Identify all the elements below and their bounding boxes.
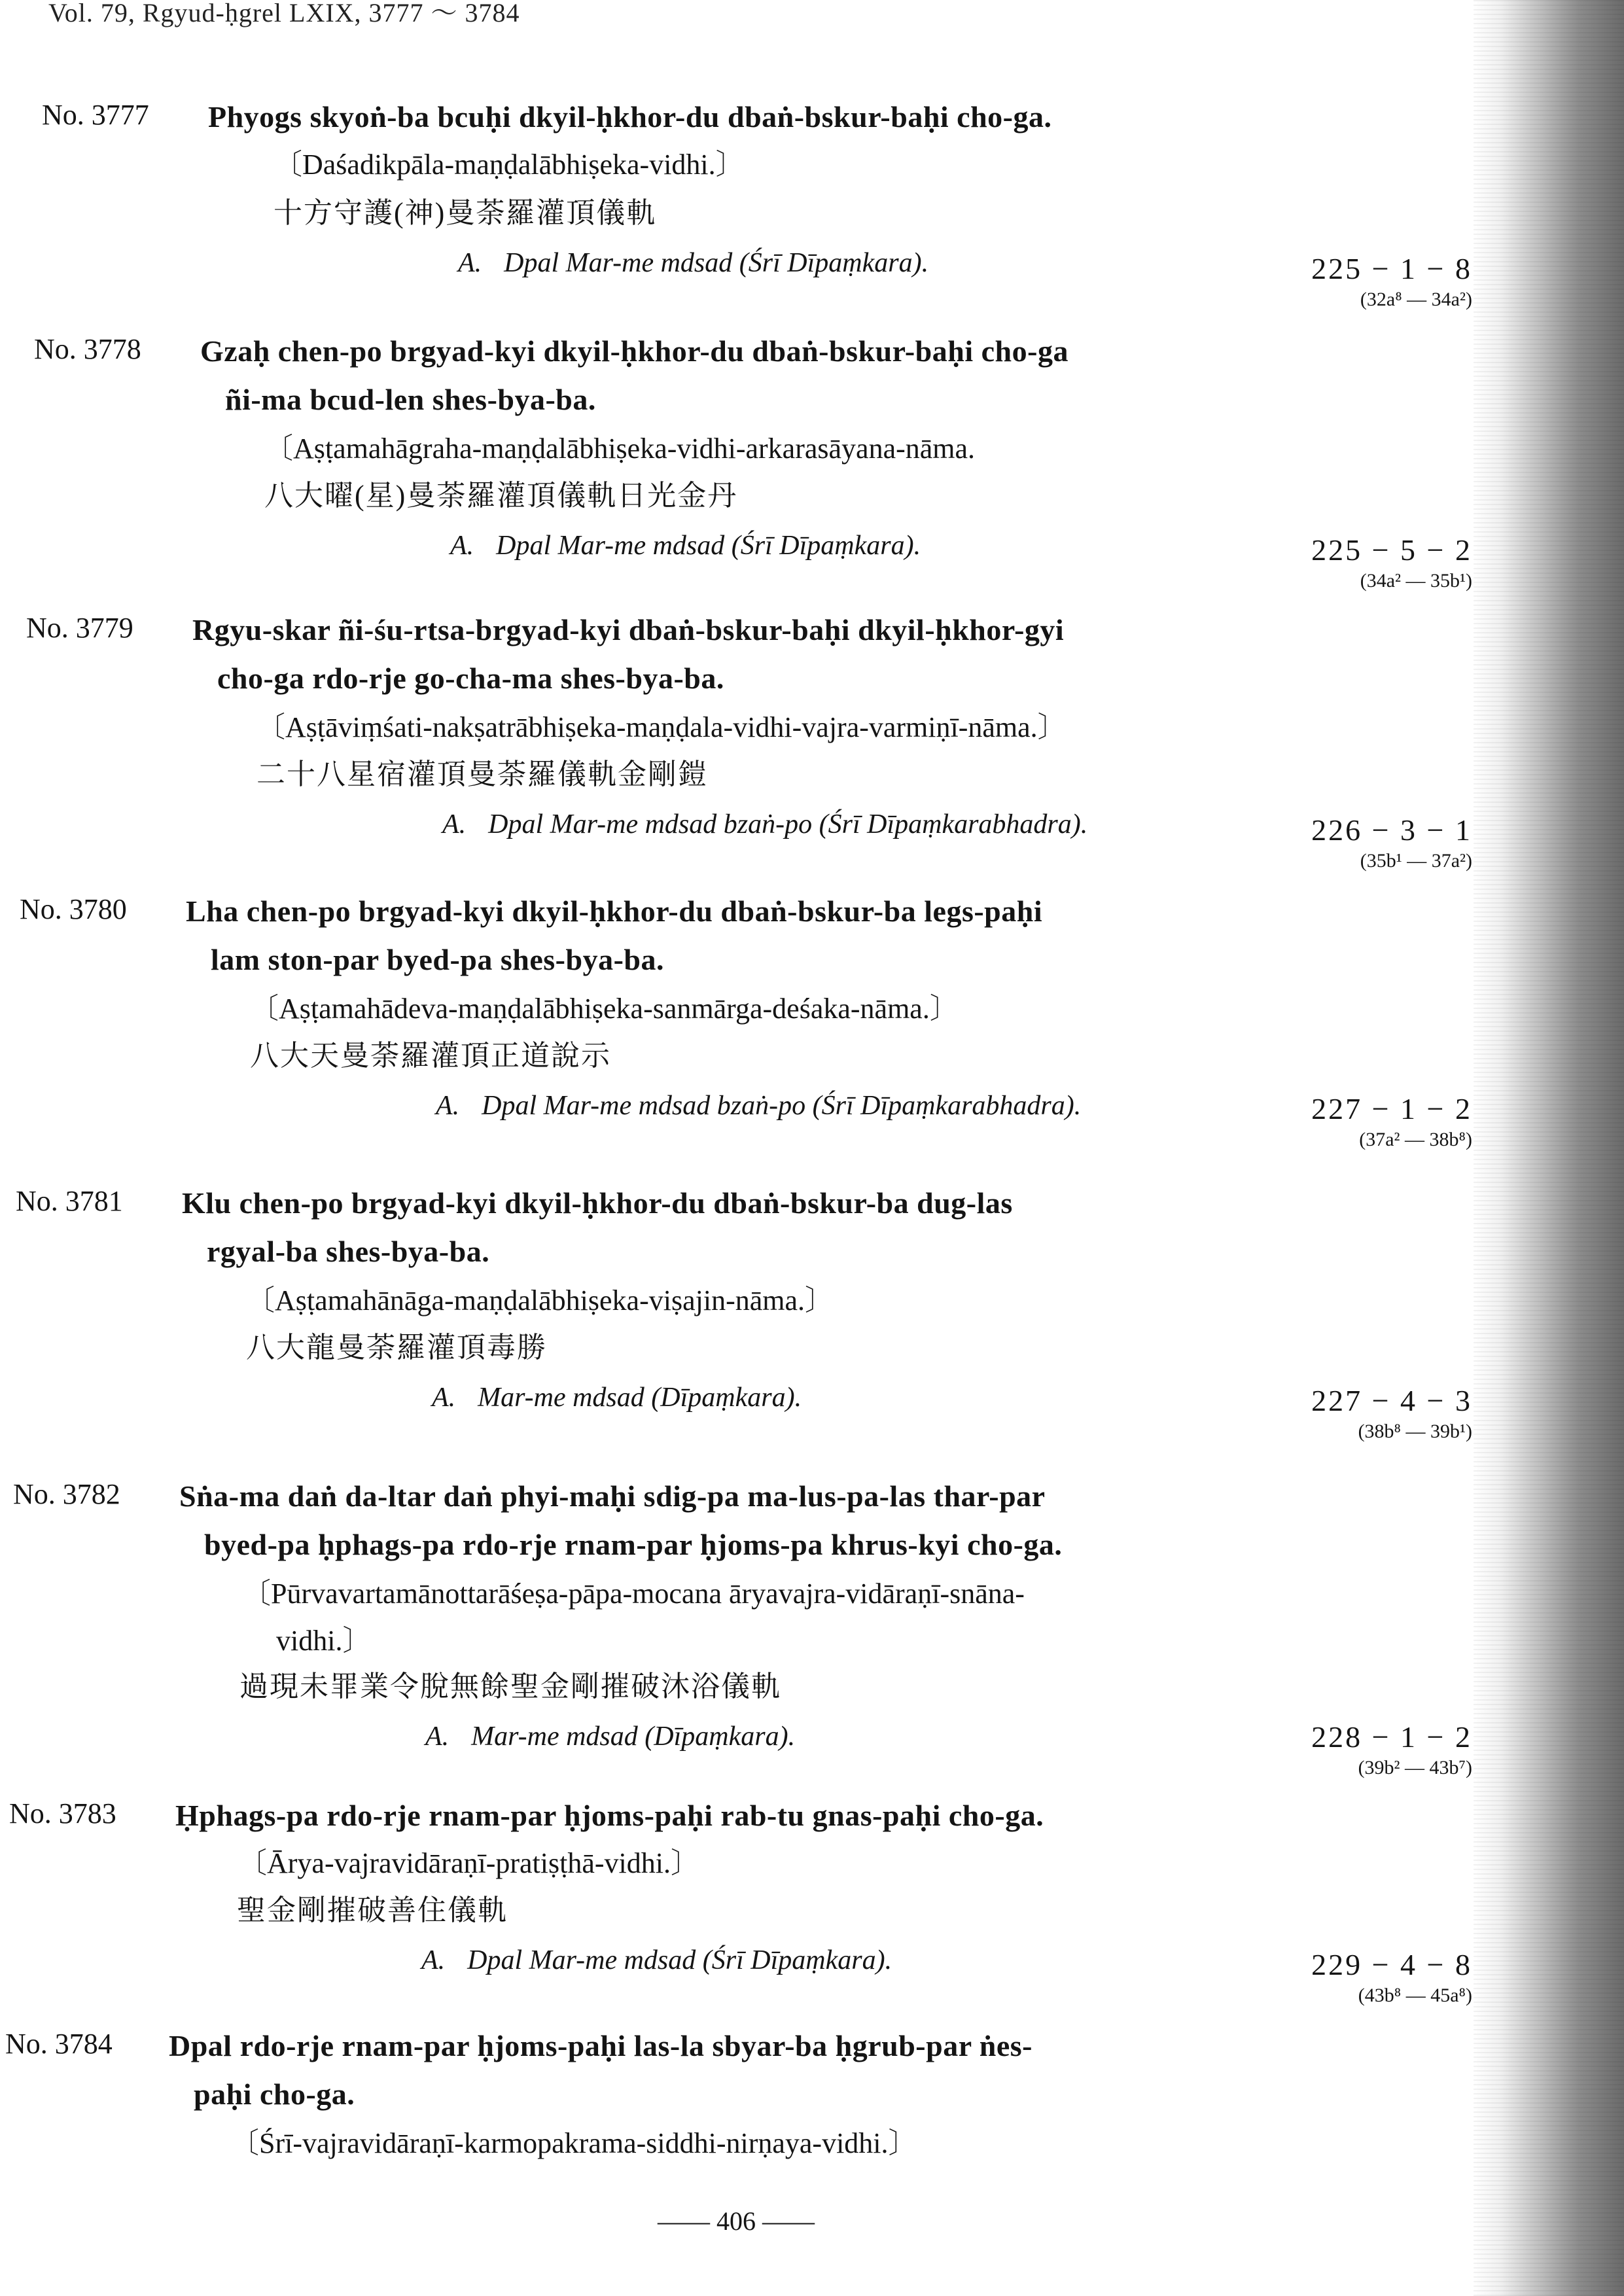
reference-block	[1311, 813, 1472, 874]
reference-block	[1311, 251, 1472, 313]
reference-block	[1311, 533, 1472, 594]
entry-number: No. 3777	[42, 99, 149, 131]
volume-page-ref: 227 − 4 − 3	[1311, 1384, 1472, 1417]
folio-range: (34a² — 35b¹)	[1360, 570, 1472, 592]
title-line: rgyal-ba shes-bya-ba.	[207, 1235, 490, 1268]
folio-range: (32a⁸ — 34a²)	[1360, 289, 1472, 310]
author-line	[425, 1718, 795, 1755]
entry-title	[175, 1792, 1288, 1840]
entry-title	[200, 327, 1313, 424]
author-label: A.	[421, 1945, 446, 1975]
page-edge-shadow	[1474, 0, 1624, 2296]
author-name: Dpal Mar-me mdsad bzaṅ-po (Śrī Dīpaṃkarabhadra).	[488, 809, 1088, 839]
entry-number: No. 3779	[26, 612, 133, 644]
folio-range: (35b¹ — 37a²)	[1360, 850, 1472, 872]
chinese-title: 八大天曼荼羅灌頂正道說示	[250, 1040, 611, 1072]
chinese-title: 聖金剛摧破善住儀軌	[237, 1894, 508, 1926]
chinese-title: 八大曜(星)曼荼羅灌頂儀軌日光金丹	[264, 480, 738, 512]
sanskrit-line: 〔Ārya-vajravidāraṇī-pratiṣṭhā-vidhi.〕	[238, 1847, 699, 1879]
entry-number: No. 3782	[13, 1478, 120, 1510]
entry-number: No. 3778	[34, 333, 141, 365]
sanskrit-line: vidhi.〕	[276, 1625, 372, 1657]
title-line: Rgyu-skar ñi-śu-rtsa-brgyad-kyi dbaṅ-bskur-baḥi dkyil-ḥkhor-gyi	[192, 613, 1065, 646]
author-name: Dpal Mar-me mdsad (Śrī Dīpaṃkara).	[496, 531, 921, 561]
author-line	[458, 245, 928, 281]
sanskrit-title	[246, 1277, 834, 1324]
folio-range: (39b² — 43b⁷)	[1358, 1757, 1472, 1778]
volume-page-ref: 225 − 1 − 8	[1311, 252, 1472, 285]
volume-page-ref: 228 − 1 − 2	[1311, 1720, 1472, 1754]
title-line: lam ston-par byed-pa shes-bya-ba.	[211, 943, 664, 976]
sanskrit-title	[256, 704, 1067, 751]
reference-block	[1311, 1947, 1472, 2009]
chinese-title: 過現未罪業令脫無餘聖金剛摧破沐浴儀軌	[239, 1670, 781, 1703]
author-line	[442, 806, 1087, 843]
author-name: Dpal Mar-me mdsad (Śrī Dīpaṃkara).	[467, 1945, 892, 1975]
page-number: —— 406 ——	[658, 2206, 815, 2236]
sanskrit-line: 〔Daśadikpāla-maṇḍalābhiṣeka-vidhi.〕	[274, 149, 745, 181]
title-line: Lha chen-po brgyad-kyi dkyil-ḥkhor-du dbaṅ-bskur-ba legs-paḥi	[186, 894, 1043, 928]
entry-title	[208, 93, 1320, 141]
sanskrit-title	[264, 425, 975, 472]
folio-range: (38b⁸ — 39b¹)	[1358, 1421, 1472, 1442]
volume-page-ref: 229 − 4 − 8	[1311, 1948, 1472, 1981]
folio-range: (43b⁸ — 45a⁸)	[1358, 1985, 1472, 2006]
entry-title	[179, 1472, 1292, 1569]
sanskrit-title	[242, 1570, 1025, 1665]
sanskrit-title	[250, 985, 959, 1033]
author-line	[432, 1379, 802, 1416]
author-label: A.	[458, 248, 482, 278]
title-line: Dpal rdo-rje rnam-par ḥjoms-paḥi las-la sbyar-ba ḥgrub-par ṅes-	[169, 2029, 1033, 2062]
title-line: paḥi cho-ga.	[194, 2077, 355, 2111]
title-line: Ḥphags-pa rdo-rje rnam-par ḥjoms-paḥi rab-tu gnas-paḥi cho-ga.	[175, 1799, 1044, 1832]
entry-number: No. 3783	[9, 1797, 116, 1829]
author-label: A.	[425, 1722, 450, 1752]
sanskrit-title	[274, 141, 745, 188]
sanskrit-line: 〔Aṣṭamahāgraha-maṇḍalābhiṣeka-vidhi-arkarasāyana-nāma.	[264, 433, 976, 465]
entry-number: No. 3781	[16, 1185, 123, 1217]
author-label: A.	[432, 1383, 456, 1413]
author-label: A.	[442, 809, 467, 839]
author-line	[421, 1942, 892, 1979]
sanskrit-title	[238, 1840, 699, 1887]
entry-title	[169, 2022, 1281, 2119]
sanskrit-line: 〔Aṣṭāviṃśati-nakṣatrābhiṣeka-maṇḍala-vidhi-vajra-varmiṇī-nāma.〕	[256, 711, 1067, 743]
author-name: Mar-me mdsad (Dīpaṃkara).	[471, 1722, 796, 1752]
running-head: Vol. 79, Rgyud-ḥgrel LXIX, 3777 ～ 3784	[48, 0, 520, 27]
chinese-title: 八大龍曼荼羅灌頂毒勝	[246, 1332, 547, 1364]
reference-block	[1311, 1720, 1472, 1781]
author-name: Mar-me mdsad (Dīpaṃkara).	[478, 1383, 802, 1413]
title-line: Phyogs skyoṅ-ba bcuḥi dkyil-ḥkhor-du dbaṅ-bskur-baḥi cho-ga.	[208, 100, 1052, 133]
chinese-title: 二十八星宿灌頂曼荼羅儀軌金剛鎧	[256, 758, 708, 790]
author-name: Dpal Mar-me mdsad (Śrī Dīpaṃkara).	[504, 248, 929, 278]
sanskrit-line: 〔Pūrvavartamānottarāśeṣa-pāpa-mocana āryavajra-vidāraṇī-snāna-	[242, 1578, 1025, 1610]
reference-block	[1311, 1091, 1472, 1153]
title-line: ñi-ma bcud-len shes-bya-ba.	[225, 383, 596, 416]
sanskrit-title	[230, 2120, 917, 2167]
entry-number: No. 3780	[20, 893, 127, 925]
entry-title	[182, 1179, 1294, 1276]
title-line: Klu chen-po brgyad-kyi dkyil-ḥkhor-du dbaṅ-bskur-ba dug-las	[182, 1186, 1013, 1220]
entry-number: No. 3784	[5, 2028, 113, 2060]
author-line	[436, 1087, 1081, 1124]
author-label: A.	[450, 531, 474, 561]
author-name: Dpal Mar-me mdsad bzaṅ-po (Śrī Dīpaṃkarabhadra).	[482, 1091, 1082, 1121]
volume-page-ref: 226 − 3 − 1	[1311, 813, 1472, 847]
chinese-title: 十方守護(神)曼荼羅灌頂儀軌	[274, 197, 657, 229]
volume-page-ref: 227 − 1 − 2	[1311, 1092, 1472, 1125]
sanskrit-line: 〔Śrī-vajravidāraṇī-karmopakrama-siddhi-nirṇaya-vidhi.〕	[230, 2127, 917, 2159]
volume-page-ref: 225 − 5 − 2	[1311, 533, 1472, 567]
title-line: cho-ga rdo-rje go-cha-ma shes-bya-ba.	[217, 662, 724, 695]
title-line: Sṅa-ma daṅ da-ltar daṅ phyi-maḥi sdig-pa ma-lus-pa-las thar-par	[179, 1479, 1046, 1513]
author-line	[450, 527, 921, 564]
title-line: Gzaḥ chen-po brgyad-kyi dkyil-ḥkhor-du dbaṅ-bskur-baḥi cho-ga	[200, 334, 1068, 368]
author-label: A.	[436, 1091, 460, 1121]
reference-block	[1311, 1383, 1472, 1445]
entry-title	[192, 606, 1305, 703]
sanskrit-line: 〔Aṣṭamahānāga-maṇḍalābhiṣeka-viṣajin-nāma.〕	[246, 1284, 834, 1316]
sanskrit-line: 〔Aṣṭamahādeva-maṇḍalābhiṣeka-sanmārga-deśaka-nāma.〕	[250, 993, 959, 1025]
folio-range: (37a² — 38b⁸)	[1359, 1129, 1472, 1150]
title-line: byed-pa ḥphags-pa rdo-rje rnam-par ḥjoms-pa khrus-kyi cho-ga.	[204, 1528, 1063, 1561]
entry-title	[186, 887, 1298, 984]
